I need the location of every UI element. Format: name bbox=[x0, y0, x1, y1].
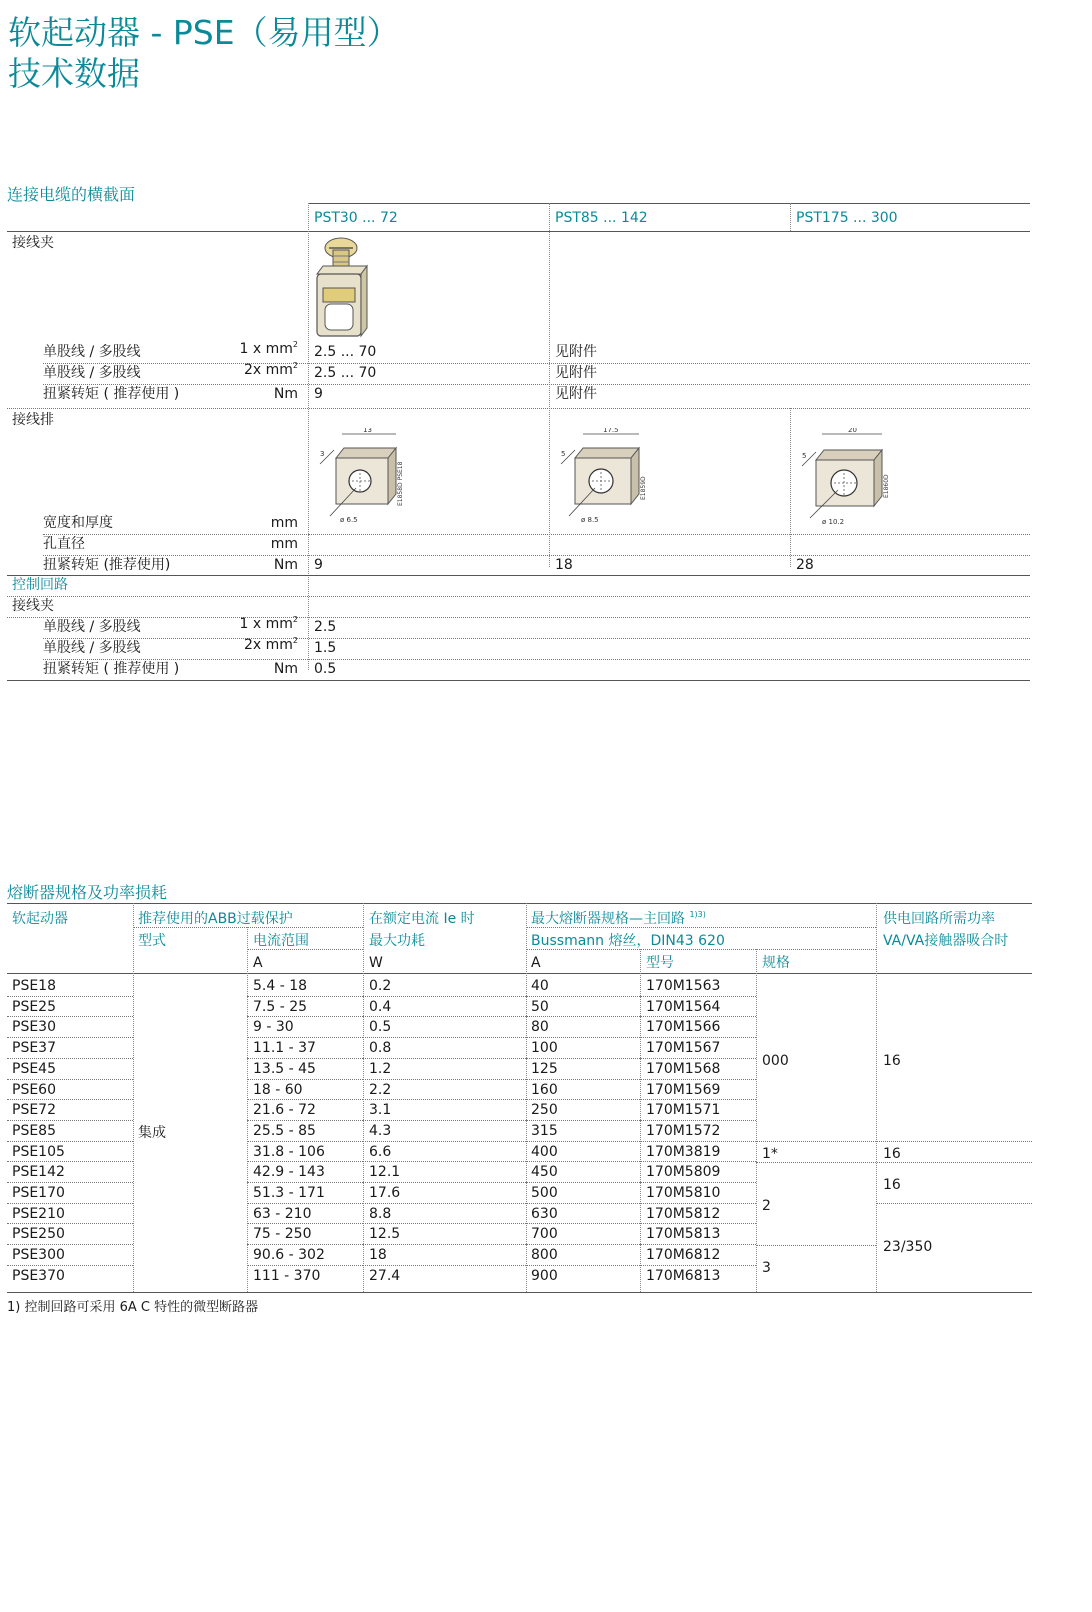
row-divider bbox=[526, 1203, 640, 1204]
power-group-2: 16 bbox=[883, 1146, 901, 1162]
current-range: 75 - 250 bbox=[253, 1226, 312, 1242]
fuse-rating: 700 bbox=[531, 1226, 558, 1242]
row-divider bbox=[43, 659, 1030, 660]
starter-name: PSE60 bbox=[12, 1082, 56, 1098]
current-range: 9 - 30 bbox=[253, 1019, 294, 1035]
header-divider bbox=[133, 927, 363, 928]
row-divider bbox=[247, 1161, 363, 1162]
row-divider bbox=[7, 1099, 133, 1100]
row-divider bbox=[247, 1265, 363, 1266]
row-divider bbox=[640, 1079, 756, 1080]
starter-name: PSE45 bbox=[12, 1061, 56, 1077]
row-divider bbox=[363, 1244, 526, 1245]
starter-name: PSE30 bbox=[12, 1019, 56, 1035]
fuse-rating: 800 bbox=[531, 1247, 558, 1263]
power-group-4: 23/350 bbox=[883, 1239, 933, 1255]
current-range: 51.3 - 171 bbox=[253, 1185, 325, 1201]
row-divider bbox=[526, 1265, 640, 1266]
clamp-row-3-label: 扭紧转矩 ( 推荐使用 ) bbox=[43, 386, 180, 402]
row-divider bbox=[363, 996, 526, 997]
fuse-model: 170M5809 bbox=[646, 1164, 721, 1180]
group-divider bbox=[876, 1203, 1032, 1204]
fuse-rating: 400 bbox=[531, 1144, 558, 1160]
fuse-rating: 250 bbox=[531, 1102, 558, 1118]
row-divider bbox=[640, 1141, 756, 1142]
fuse-model: 170M1567 bbox=[646, 1040, 721, 1056]
clamp-row-3-value-2: 见附件 bbox=[555, 386, 597, 402]
col-sep bbox=[247, 927, 248, 1292]
fuse-rating: 50 bbox=[531, 999, 549, 1015]
fuse-rating: 160 bbox=[531, 1082, 558, 1098]
footnote: 1) 控制回路可采用 6A C 特性的微型断路器 bbox=[7, 1300, 259, 1315]
row-divider bbox=[526, 1058, 640, 1059]
fuse-model: 170M3819 bbox=[646, 1144, 721, 1160]
svg-text:ø 6.5: ø 6.5 bbox=[340, 516, 358, 524]
row-divider bbox=[43, 384, 1030, 385]
max-power-loss: 12.1 bbox=[369, 1164, 401, 1180]
row-divider bbox=[640, 996, 756, 997]
clamp-row-2-value-2: 见附件 bbox=[555, 365, 597, 381]
power-group-3: 16 bbox=[883, 1177, 901, 1193]
row-divider bbox=[7, 1037, 133, 1038]
fuse-model: 170M5812 bbox=[646, 1206, 721, 1222]
row-divider bbox=[363, 1203, 526, 1204]
table-bottom-rule bbox=[7, 1292, 1032, 1293]
row-divider bbox=[7, 680, 1030, 681]
row-divider bbox=[43, 555, 1030, 556]
control-circuit-title: 控制回路 bbox=[12, 577, 68, 593]
row-divider bbox=[43, 638, 1030, 639]
control-row-2-value: 1.5 bbox=[314, 640, 337, 656]
starter-name: PSE85 bbox=[12, 1123, 56, 1139]
starter-name: PSE170 bbox=[12, 1185, 65, 1201]
row-divider bbox=[640, 1203, 756, 1204]
row-divider bbox=[640, 1223, 756, 1224]
row-divider bbox=[640, 1182, 756, 1183]
fuse-rating: 125 bbox=[531, 1061, 558, 1077]
row-divider bbox=[247, 1141, 363, 1142]
row-divider bbox=[7, 1016, 133, 1017]
fuse-rating: 80 bbox=[531, 1019, 549, 1035]
max-power-loss: 1.2 bbox=[369, 1061, 392, 1077]
header-divider bbox=[247, 949, 363, 950]
current-range: 5.4 - 18 bbox=[253, 978, 308, 994]
row-divider bbox=[247, 1099, 363, 1100]
header-fuse: 最大熔断器规格—主回路 $^{1)3)}$ bbox=[531, 910, 706, 927]
header-model: 型号 bbox=[646, 955, 674, 971]
starter-name: PSE25 bbox=[12, 999, 56, 1015]
control-row-3-label: 扭紧转矩 ( 推荐使用 ) bbox=[43, 661, 180, 677]
starter-name: PSE370 bbox=[12, 1268, 65, 1284]
starter-name: PSE37 bbox=[12, 1040, 56, 1056]
row-divider bbox=[363, 1141, 526, 1142]
table-top-rule bbox=[7, 903, 1032, 904]
busbar-drawing-3 bbox=[800, 428, 900, 528]
row-divider bbox=[526, 996, 640, 997]
row-divider bbox=[247, 1203, 363, 1204]
row-divider bbox=[526, 1182, 640, 1183]
row-divider bbox=[363, 1016, 526, 1017]
row-divider bbox=[7, 1244, 133, 1245]
clamp-row-1-unit: 1 x $mm^2$ bbox=[239, 340, 298, 357]
fuse-model: 170M6813 bbox=[646, 1268, 721, 1284]
row-divider bbox=[7, 1058, 133, 1059]
max-power-loss: 0.2 bbox=[369, 978, 392, 994]
row-divider bbox=[247, 1244, 363, 1245]
section-title-fuse: 熔断器规格及功率损耗 bbox=[7, 883, 168, 902]
row-divider bbox=[247, 1058, 363, 1059]
size-group-1: 000 bbox=[762, 1053, 789, 1069]
current-range: 25.5 - 85 bbox=[253, 1123, 316, 1139]
fuse-model: 170M1568 bbox=[646, 1061, 721, 1077]
row-divider bbox=[7, 596, 1030, 597]
header-loss-2: 最大功耗 bbox=[369, 933, 425, 949]
row-divider bbox=[247, 1037, 363, 1038]
fuse-model: 170M6812 bbox=[646, 1247, 721, 1263]
row-divider bbox=[247, 1223, 363, 1224]
header-top-rule bbox=[308, 203, 1030, 204]
header-fuse-unit: A bbox=[531, 955, 541, 971]
current-range: 13.5 - 45 bbox=[253, 1061, 316, 1077]
clamp-row-3-unit: Nm bbox=[273, 386, 298, 402]
max-power-loss: 27.4 bbox=[369, 1268, 401, 1284]
row-divider bbox=[526, 1141, 640, 1142]
starter-name: PSE142 bbox=[12, 1164, 65, 1180]
row-divider bbox=[363, 1161, 526, 1162]
fuse-model: 170M1569 bbox=[646, 1082, 721, 1098]
current-range: 7.5 - 25 bbox=[253, 999, 308, 1015]
row-divider bbox=[363, 1037, 526, 1038]
header-bottom-rule bbox=[7, 231, 1030, 232]
starter-name: PSE300 bbox=[12, 1247, 65, 1263]
starter-name: PSE105 bbox=[12, 1144, 65, 1160]
clamp-row-3-value-1: 9 bbox=[314, 386, 323, 402]
clamp-row-1-value-1: 2.5 ... 70 bbox=[314, 344, 377, 360]
row-divider bbox=[640, 1016, 756, 1017]
bar-row-2-label: 孔直径 bbox=[43, 536, 85, 552]
max-power-loss: 12.5 bbox=[369, 1226, 401, 1242]
row-divider bbox=[7, 1265, 133, 1266]
column-header-3: PST175 ... 300 bbox=[796, 210, 898, 226]
group-divider bbox=[756, 1245, 876, 1246]
bar-row-2-unit: mm bbox=[270, 536, 298, 552]
bar-row-3-value-2: 18 bbox=[555, 557, 573, 573]
starter-name: PSE72 bbox=[12, 1102, 56, 1118]
row-divider bbox=[363, 1079, 526, 1080]
fuse-model: 170M5813 bbox=[646, 1226, 721, 1242]
row-divider bbox=[7, 1120, 133, 1121]
bar-label: 接线排 bbox=[12, 412, 54, 428]
row-divider bbox=[363, 1120, 526, 1121]
row-divider bbox=[640, 1265, 756, 1266]
fuse-rating: 900 bbox=[531, 1268, 558, 1284]
size-group-3: 2 bbox=[762, 1198, 771, 1214]
size-group-2: 1* bbox=[762, 1146, 778, 1162]
row-divider bbox=[526, 1161, 640, 1162]
busbar-drawing-1 bbox=[318, 428, 418, 528]
svg-text:ø 10.2: ø 10.2 bbox=[822, 518, 845, 526]
bar-row-1-label: 宽度和厚度 bbox=[43, 515, 113, 531]
row-divider bbox=[526, 1120, 640, 1121]
max-power-loss: 4.3 bbox=[369, 1123, 392, 1139]
row-divider bbox=[247, 1182, 363, 1183]
control-row-3-value: 0.5 bbox=[314, 661, 337, 677]
max-power-loss: 6.6 bbox=[369, 1144, 392, 1160]
svg-text:13: 13 bbox=[363, 428, 372, 434]
header-loss: 在额定电流 Ie 时 bbox=[369, 911, 475, 927]
row-divider bbox=[640, 1120, 756, 1121]
col-sep bbox=[133, 903, 134, 1292]
header-bottom-rule bbox=[7, 973, 1032, 974]
col-sep bbox=[756, 949, 757, 1292]
row-divider bbox=[7, 1223, 133, 1224]
column-header-2: PST85 ... 142 bbox=[555, 210, 648, 226]
current-range: 63 - 210 bbox=[253, 1206, 312, 1222]
fuse-rating: 630 bbox=[531, 1206, 558, 1222]
max-power-loss: 8.8 bbox=[369, 1206, 392, 1222]
col-sep-2 bbox=[549, 203, 550, 567]
row-divider bbox=[43, 363, 1030, 364]
protection-integrated: 集成 bbox=[138, 1125, 166, 1141]
col-sep-3a bbox=[790, 203, 791, 231]
page-subtitle: 技术数据 bbox=[8, 54, 140, 93]
col-sep bbox=[876, 903, 877, 1292]
max-power-loss: 18 bbox=[369, 1247, 387, 1263]
fuse-rating: 450 bbox=[531, 1164, 558, 1180]
bar-row-3-value-1: 9 bbox=[314, 557, 323, 573]
control-row-3-unit: Nm bbox=[273, 661, 298, 677]
header-size: 规格 bbox=[762, 955, 790, 971]
fuse-rating: 100 bbox=[531, 1040, 558, 1056]
header-fuse-sub: Bussmann 熔丝，DIN43 620 bbox=[531, 933, 725, 949]
max-power-loss: 0.4 bbox=[369, 999, 392, 1015]
row-divider bbox=[7, 1203, 133, 1204]
row-divider bbox=[640, 1244, 756, 1245]
size-group-4: 3 bbox=[762, 1260, 771, 1276]
max-power-loss: 2.2 bbox=[369, 1082, 392, 1098]
row-divider bbox=[640, 1058, 756, 1059]
control-row-1-unit: 1 x $mm^2$ bbox=[239, 615, 298, 632]
clamp-label: 接线夹 bbox=[12, 235, 54, 251]
row-divider bbox=[363, 1099, 526, 1100]
starter-name: PSE250 bbox=[12, 1226, 65, 1242]
row-divider bbox=[247, 996, 363, 997]
section-title-cable: 连接电缆的横截面 bbox=[7, 185, 136, 204]
row-divider bbox=[526, 1244, 640, 1245]
row-divider bbox=[7, 1182, 133, 1183]
current-range: 18 - 60 bbox=[253, 1082, 303, 1098]
header-power: 供电回路所需功率 bbox=[883, 911, 995, 927]
row-divider bbox=[526, 1099, 640, 1100]
fuse-rating: 40 bbox=[531, 978, 549, 994]
starter-name: PSE210 bbox=[12, 1206, 65, 1222]
row-divider bbox=[363, 1058, 526, 1059]
bar-row-3-value-3: 28 bbox=[796, 557, 814, 573]
group-divider bbox=[756, 1162, 1032, 1163]
control-row-2-unit: 2x $mm^2$ bbox=[243, 636, 298, 653]
terminal-clamp-image bbox=[311, 236, 379, 348]
svg-text:E1858D PSE18: E1858D PSE18 bbox=[397, 461, 404, 506]
clamp-row-2-label: 单股线 / 多股线 bbox=[43, 365, 141, 381]
column-header-1: PST30 ... 72 bbox=[314, 210, 398, 226]
col-sep-3b bbox=[790, 408, 791, 567]
header-range: 电流范围 bbox=[253, 933, 309, 949]
header-divider bbox=[526, 949, 876, 950]
control-row-1-value: 2.5 bbox=[314, 619, 337, 635]
clamp-row-2-unit: 2x $mm^2$ bbox=[243, 361, 298, 378]
page-title: 软起动器 - PSE（易用型） bbox=[8, 13, 400, 52]
starter-name: PSE18 bbox=[12, 978, 56, 994]
row-divider bbox=[640, 1037, 756, 1038]
header-range-unit: A bbox=[253, 955, 263, 971]
header-starter: 软起动器 bbox=[12, 911, 68, 927]
col-sep-1 bbox=[308, 203, 309, 670]
power-group-1: 16 bbox=[883, 1053, 901, 1069]
current-range: 11.1 - 37 bbox=[253, 1040, 316, 1056]
max-power-loss: 17.6 bbox=[369, 1185, 401, 1201]
header-divider bbox=[526, 927, 876, 928]
row-divider bbox=[363, 1223, 526, 1224]
current-range: 90.6 - 302 bbox=[253, 1247, 325, 1263]
row-divider bbox=[7, 575, 1030, 576]
clamp-row-1-label: 单股线 / 多股线 bbox=[43, 344, 141, 360]
svg-text:17.5: 17.5 bbox=[603, 428, 619, 434]
svg-text:E1860D: E1860D bbox=[883, 474, 890, 498]
row-divider bbox=[640, 1099, 756, 1100]
max-power-loss: 3.1 bbox=[369, 1102, 392, 1118]
row-divider bbox=[526, 1079, 640, 1080]
fuse-rating: 315 bbox=[531, 1123, 558, 1139]
current-range: 111 - 370 bbox=[253, 1268, 321, 1284]
fuse-rating: 500 bbox=[531, 1185, 558, 1201]
bar-row-1-unit: mm bbox=[270, 515, 298, 531]
clamp-row-2-value-1: 2.5 ... 70 bbox=[314, 365, 377, 381]
col-sep bbox=[363, 903, 364, 1292]
header-loss-unit: W bbox=[369, 955, 383, 971]
row-divider bbox=[7, 1161, 133, 1162]
current-range: 42.9 - 143 bbox=[253, 1164, 325, 1180]
row-divider bbox=[526, 1037, 640, 1038]
row-divider bbox=[7, 408, 1030, 409]
row-divider bbox=[247, 1016, 363, 1017]
bar-row-3-label: 扭紧转矩 (推荐使用) bbox=[43, 557, 171, 573]
svg-text:5: 5 bbox=[802, 452, 807, 460]
busbar-drawing-2 bbox=[559, 428, 659, 528]
row-divider bbox=[526, 1223, 640, 1224]
row-divider bbox=[247, 1120, 363, 1121]
fuse-model: 170M1571 bbox=[646, 1102, 721, 1118]
svg-text:E1859D: E1859D bbox=[640, 476, 647, 500]
svg-text:3: 3 bbox=[320, 450, 325, 458]
control-row-2-label: 单股线 / 多股线 bbox=[43, 640, 141, 656]
row-divider bbox=[247, 1079, 363, 1080]
group-divider bbox=[756, 1141, 1032, 1142]
current-range: 31.8 - 106 bbox=[253, 1144, 325, 1160]
row-divider bbox=[363, 1182, 526, 1183]
row-divider bbox=[526, 1016, 640, 1017]
row-divider bbox=[308, 534, 1030, 535]
col-sep bbox=[526, 903, 527, 1292]
fuse-model: 170M1563 bbox=[646, 978, 721, 994]
fuse-model: 170M1564 bbox=[646, 999, 721, 1015]
fuse-model: 170M1566 bbox=[646, 1019, 721, 1035]
row-divider bbox=[640, 1161, 756, 1162]
control-clamp-label: 接线夹 bbox=[12, 598, 54, 614]
row-divider bbox=[7, 996, 133, 997]
header-power-2: VA/VA接触器吸合时 bbox=[883, 933, 1009, 949]
bar-row-3-unit: Nm bbox=[273, 557, 298, 573]
clamp-row-1-value-2: 见附件 bbox=[555, 344, 597, 360]
max-power-loss: 0.8 bbox=[369, 1040, 392, 1056]
row-divider bbox=[7, 617, 1030, 618]
control-row-1-label: 单股线 / 多股线 bbox=[43, 619, 141, 635]
svg-text:ø 8.5: ø 8.5 bbox=[581, 516, 599, 524]
header-type: 型式 bbox=[138, 933, 166, 949]
row-divider bbox=[7, 1141, 133, 1142]
fuse-model: 170M5810 bbox=[646, 1185, 721, 1201]
svg-text:5: 5 bbox=[561, 450, 566, 458]
header-protection: 推荐使用的ABB过载保护 bbox=[138, 911, 293, 927]
row-divider bbox=[7, 1079, 133, 1080]
current-range: 21.6 - 72 bbox=[253, 1102, 316, 1118]
row-divider bbox=[363, 1265, 526, 1266]
svg-text:20: 20 bbox=[848, 428, 857, 434]
max-power-loss: 0.5 bbox=[369, 1019, 392, 1035]
fuse-model: 170M1572 bbox=[646, 1123, 721, 1139]
